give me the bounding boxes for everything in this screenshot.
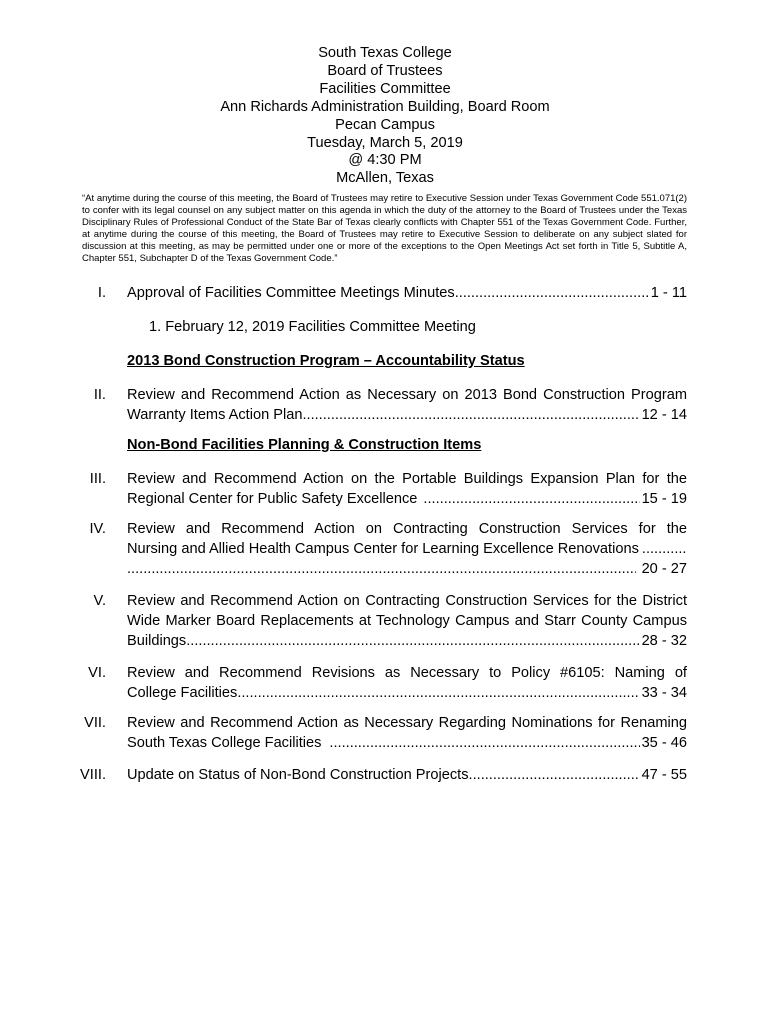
item-title-line-1: Review and Recommend Action as Necessary Regarding Nominations for Renaming — [127, 715, 687, 731]
item-number: V. — [93, 593, 106, 609]
dot-leader — [455, 283, 649, 303]
section-heading-bond: 2013 Bond Construction Program – Accountability Status — [127, 353, 525, 369]
item-title-line-1: Review and Recommend Action on the Portable Buildings Expansion Plan for the — [127, 471, 687, 487]
committee-name: Facilities Committee — [319, 80, 451, 97]
section-heading-non-bond: Non-Bond Facilities Planning & Construction Items — [127, 437, 482, 453]
dot-leader — [639, 539, 687, 559]
dot-leader — [302, 405, 639, 425]
item-number: VIII. — [80, 767, 106, 783]
college-name: South Texas College — [318, 45, 452, 61]
item-title-line-1: Review and Recommend Action as Necessary on 2013 Bond Construction Program — [127, 387, 687, 403]
item-title-line-2: Warranty Items Action Plan — [127, 407, 303, 423]
meeting-time: @ 4:30 PM — [348, 152, 422, 169]
item-title-line-2: College Facilities — [127, 685, 238, 701]
item-number: II. — [93, 387, 106, 403]
item-number: I. — [97, 285, 106, 301]
item-title-line-1: Review and Recommend Action on Contracting Construction Services for the — [127, 521, 687, 537]
page-range: 47 - 55 — [641, 767, 687, 783]
document-header — [0, 45, 770, 188]
item-number: VII. — [84, 715, 106, 731]
item-title-line-2: Nursing and Allied Health Campus Center for Learning Excellence Renovations — [127, 541, 639, 557]
item-title-line-2: Regional Center for Public Safety Excellence — [127, 491, 418, 507]
page-range: 35 - 46 — [641, 735, 687, 751]
item-title: Approval of Facilities Committee Meetings Minutes — [127, 285, 455, 301]
dot-leader — [469, 765, 640, 785]
executive-session-notice: “At anytime during the course of this meeting, the Board of Trustees may retire to Executive Session under Texas Government Code 551.071(2) to confer with its legal counsel on any subject matter on this agenda in which the duty of the attorney to the Board of Trustees under the Texas Disciplinary Rules of Professional Conduct of the State Bar of Texas clearly conflicts with Chapter 551 of the Texas Government Code. Further, at anytime during the course of this meeting, the Board of Trustees may retire to Executive Session to deliberate on any subject slated for discussion at this meeting, as may be permitted under one or more of the exceptions to the Open Meetings Act set forth in Title 5, Subtitle A, Chapter 551, Subchapter D of the Texas Government Code.” — [82, 193, 687, 265]
dot-leader — [127, 559, 636, 579]
item-title-line-2: Wide Marker Board Replacements at Technology Campus and Starr County Campus — [127, 613, 687, 629]
meeting-city: McAllen, Texas — [336, 170, 434, 187]
page-range: 28 - 32 — [641, 633, 687, 649]
dot-leader — [321, 733, 639, 753]
dot-leader — [417, 489, 639, 509]
page-range: 1 - 11 — [650, 285, 687, 301]
item-number: III. — [89, 471, 106, 487]
board-name: Board of Trustees — [327, 62, 443, 79]
item-title: Update on Status of Non-Bond Construction Projects — [127, 767, 469, 783]
campus-name: Pecan Campus — [335, 116, 435, 133]
page-range: 20 - 27 — [641, 561, 687, 577]
item-title-line-1: Review and Recommend Action on Contracting Construction Services for the District — [127, 593, 687, 609]
page-range: 12 - 14 — [641, 407, 687, 423]
item-number: VI. — [88, 665, 106, 681]
agenda-subitem: 1. February 12, 2019 Facilities Committee Meeting — [149, 319, 476, 335]
dot-leader — [186, 631, 639, 651]
item-number: IV. — [89, 521, 106, 537]
page-range: 33 - 34 — [641, 685, 687, 701]
dot-leader — [237, 683, 639, 703]
item-title-line-1: Review and Recommend Revisions as Necessary to Policy #6105: Naming of — [127, 665, 687, 681]
meeting-date: Tuesday, March 5, 2019 — [307, 134, 463, 151]
item-title-line-3: Buildings — [127, 633, 187, 649]
page-range: 15 - 19 — [641, 491, 687, 507]
meeting-location: Ann Richards Administration Building, Board Room — [220, 98, 550, 115]
item-title-line-2: South Texas College Facilities — [127, 735, 322, 751]
